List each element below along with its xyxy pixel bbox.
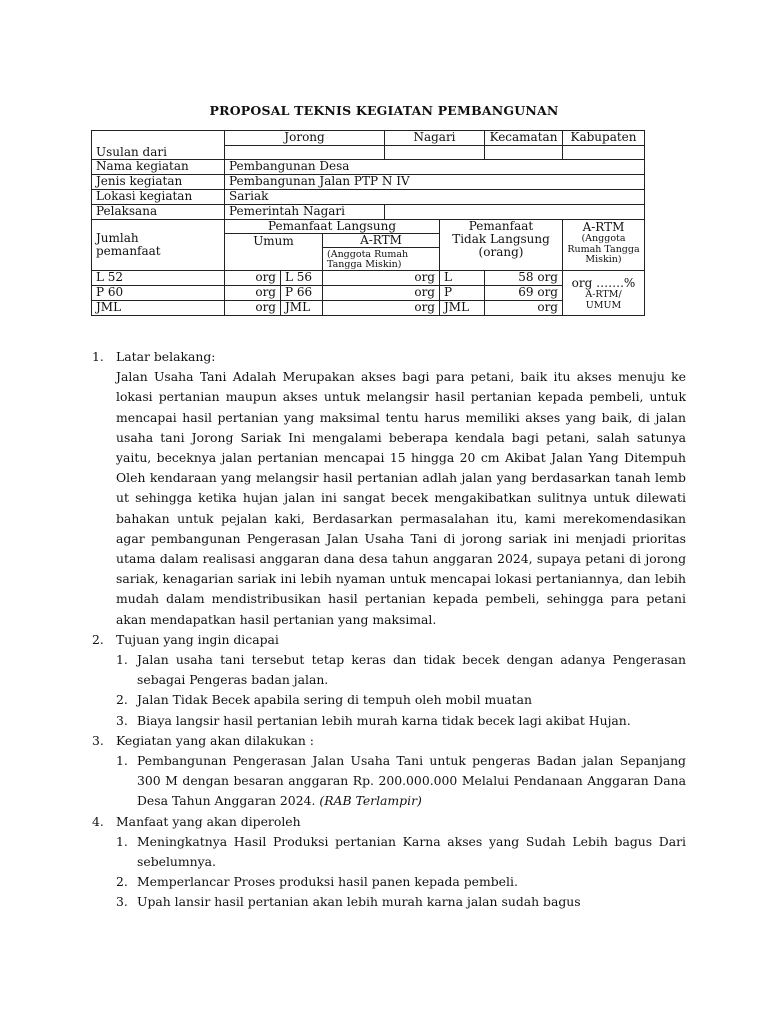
umum-p-unit: org <box>225 286 281 301</box>
list-item-text: Upah lansir hasil pertanian akan lebih murah karna jalan sudah bagus <box>137 894 581 910</box>
pemanfaat-tidak-langsung-header: Pemanfaat Tidak Langsung (orang) <box>440 220 563 271</box>
rab-note: (RAB Terlampir) <box>319 793 422 809</box>
artm-p-value: P 66 <box>281 286 323 301</box>
section-latar-belakang <box>92 347 686 630</box>
artm-jml-unit: org <box>323 301 440 316</box>
tl-p-label: P <box>440 286 485 301</box>
list-item-text: Jalan Tidak Becek apabila sering di tempuh oleh mobil muatan <box>137 692 532 708</box>
artm-percent-cell <box>563 271 645 316</box>
umum-l-value: L 52 <box>92 271 225 286</box>
umum-jml-unit: org <box>225 301 281 316</box>
artm2-note: (Anggota Rumah Tangga Miskin) <box>567 233 640 265</box>
pelaksana-label: Pelaksana <box>92 205 225 220</box>
section-number: 2. <box>92 631 104 647</box>
artm-p-unit: org <box>323 286 440 301</box>
proposal-info-table <box>91 130 645 316</box>
list-item-number: 3. <box>116 712 128 728</box>
artm-l-unit: org <box>323 271 440 286</box>
artm-jml-value: JML <box>281 301 323 316</box>
list-item <box>116 892 686 912</box>
section-number: 3. <box>92 732 104 748</box>
list-item-number: 1. <box>116 652 128 668</box>
jenis-kegiatan-label: Jenis kegiatan <box>92 175 225 190</box>
nama-kegiatan-value: Pembangunan Desa <box>225 160 645 175</box>
kecamatan-header: Kecamatan <box>485 131 563 146</box>
tl-l-value: 58 org <box>485 271 563 286</box>
jenis-kegiatan-value: Pembangunan Jalan PTP N IV <box>225 175 645 190</box>
section-number: 4. <box>92 813 104 829</box>
list-item <box>116 751 686 812</box>
artm-header: A-RTM <box>323 234 440 248</box>
list-item <box>116 650 686 690</box>
section-kegiatan <box>92 731 686 812</box>
tl-p-value: 69 org <box>485 286 563 301</box>
section-title: Manfaat yang akan diperoleh <box>116 813 301 829</box>
pemanfaat-langsung-header: Pemanfaat Langsung <box>225 220 440 234</box>
lokasi-kegiatan-value: Sariak <box>225 190 645 205</box>
list-item <box>116 690 686 710</box>
jumlah-pemanfaat-label: Jumlah pemanfaat <box>92 220 225 271</box>
kabupaten-value <box>563 146 645 160</box>
list-item-number: 2. <box>116 874 128 890</box>
list-item-text: Jalan usaha tani tersebut tetap keras dan tidak becek dengan adanya Pengerasan sebagai Pengeras badan jalan. <box>137 652 686 688</box>
artm-note: (Anggota Rumah Tangga Miskin) <box>323 248 440 271</box>
section-title: Kegiatan yang akan dilakukan : <box>116 732 314 748</box>
kabupaten-header: Kabupaten <box>563 131 645 146</box>
list-item-number: 3. <box>116 894 128 910</box>
pelaksana-value: Pemerintah Nagari <box>225 205 385 220</box>
jorong-header: Jorong <box>225 131 385 146</box>
page-title: PROPOSAL TEKNIS KEGIATAN PEMBANGUNAN <box>209 103 559 118</box>
nagari-header: Nagari <box>385 131 485 146</box>
tl-jml-label: JML <box>440 301 485 316</box>
jorong-value <box>225 146 385 160</box>
lokasi-kegiatan-label: Lokasi kegiatan <box>92 190 225 205</box>
nagari-value <box>385 146 485 160</box>
section-title: Latar belakang: <box>116 349 216 364</box>
list-item-number: 1. <box>116 833 128 849</box>
list-item-text: Meningkatnya Hasil Produksi pertanian Karna akses yang Sudah Lebih bagus Dari sebelumnya. <box>137 833 686 870</box>
artm-percent: org …….% <box>571 276 636 290</box>
list-item-text: Pembangunan Pengerasan Jalan Usaha Tani untuk pengeras Badan jalan Sepanjang 300 M dengan besaran anggaran Rp. 200.000.000 Melalui Pendanaan Anggaran Dana Desa Tahun Anggaran 2024. <box>137 753 686 809</box>
tl-jml-value: org <box>485 301 563 316</box>
section-tujuan <box>92 630 686 731</box>
proposal-body <box>92 347 686 913</box>
umum-l-unit: org <box>225 271 281 286</box>
kecamatan-value <box>485 146 563 160</box>
section-number: 1. <box>92 349 104 364</box>
section-manfaat <box>92 812 686 913</box>
pelaksana-extra <box>385 205 645 220</box>
usulan-dari-label: Usulan dari <box>92 131 225 160</box>
section-paragraph: Jalan Usaha Tani Adalah Merupakan akses bagi para petani, baik itu akses menuju ke lokasi pertanian maupun akses untuk melangsir hasil pertanian kepada pembeli, untuk mencapai hasil pertanian yang maksimal tentu harus memiliki akses yang baik, di jalan usaha tani Jorong Sariak Ini mengalami beberapa kendala bagi petani, salah satunya yaitu, beceknya jalan pertanian mencapai 15 hingga 20 cm Akibat Jalan Yang Ditempuh Oleh kendaraan yang melangsir hasil pertanian adlah jalan yang berdasarkan tanah lemb ut sehingga ketika hujan jalan ini sangat becek mengakibatkan sulitnya untuk dilewati bahakan untuk pejalan kaki, Berdasarkan permasalahan itu, kami merekomendasikan agar pembangunan Pengerasan Jalan Usaha Tani di jorong sariak ini menjadi prioritas utama dalam realisasi anggaran dana desa tahun anggaran 2024, supaya petani di jorong sariak, kenagarian sariak ini lebih nyaman untuk mencapai lokasi pertaniannya, dan lebih mudah dalam mendistribusikan hasil pertanian kepada pembeli, sehingga para petani akan mendapatkan hasil pertanian yang maksimal. <box>116 369 686 627</box>
artm-l-value: L 56 <box>281 271 323 286</box>
artm2-header: A-RTM <box>582 220 625 234</box>
list-item-number: 1. <box>116 753 128 769</box>
artm-percent-note: A-RTM/ UMUM <box>585 289 622 311</box>
list-item <box>116 711 686 731</box>
umum-jml-value: JML <box>92 301 225 316</box>
umum-header: Umum <box>225 234 323 271</box>
tl-l-label: L <box>440 271 485 286</box>
list-item <box>116 872 686 892</box>
list-item-text: Memperlancar Proses produksi hasil panen kepada pembeli. <box>137 874 518 890</box>
list-item-text: Biaya langsir hasil pertanian lebih murah karna tidak becek lagi akibat Hujan. <box>137 712 631 728</box>
list-item-number: 2. <box>116 692 128 708</box>
section-title: Tujuan yang ingin dicapai <box>116 631 279 647</box>
umum-p-value: P 60 <box>92 286 225 301</box>
artm2-header-cell <box>563 220 645 271</box>
list-item <box>116 832 686 872</box>
nama-kegiatan-label: Nama kegiatan <box>92 160 225 175</box>
